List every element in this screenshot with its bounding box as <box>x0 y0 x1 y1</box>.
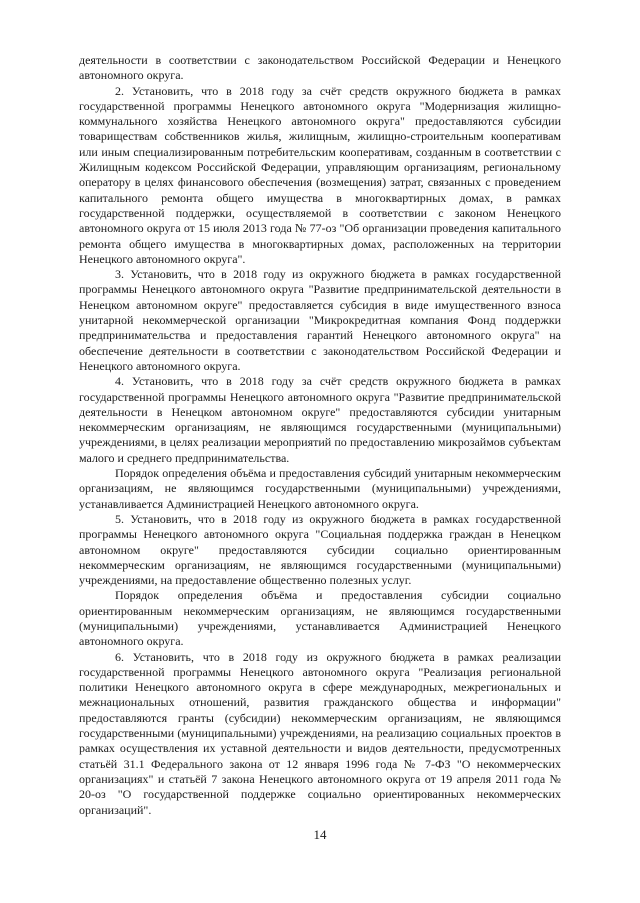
paragraph-item-4: 4. Установить, что в 2018 году за счёт средств окружного бюджета в рамках государственной программы Ненецкого автономного округа "Развитие предпринимательской деятельности в Ненецком автономном округе" предоставляются субсидии унитарным некоммерческим организациям, не являющимся государственными (муниципальными) учреждениями, в целях реализации мероприятий по предоставлению микрозаймов субъектам малого и среднего предпринимательства. <box>79 374 561 465</box>
paragraph-item-4-procedure: Порядок определения объёма и предоставления субсидий унитарным некоммерческим организациям, не являющимся государственными (муниципальными) учреждениями, устанавливается Администрацией Ненецкого автономного округа. <box>79 466 561 511</box>
document-body <box>79 53 561 818</box>
paragraph-item-5: 5. Установить, что в 2018 году из окружного бюджета в рамках государственной программы Ненецкого автономного округа "Социальная поддержка граждан в Ненецком автономном округе" предоставляются субсидии социально ориентированным некоммерческим организациям, не являющимся государственными (муниципальными) учреждениями, на предоставление общественно полезных услуг. <box>79 511 561 588</box>
paragraph-item-3: 3. Установить, что в 2018 году из окружного бюджета в рамках государственной программы Ненецкого автономного округа "Развитие предпринимательской деятельности в Ненецком автономном округе" предоставляется субсидия в виде имущественного взноса унитарной некоммерческой организации "Микрокредитная компания Фонд поддержки предпринимательства и предоставления гарантий Ненецкого автономного округа" на обеспечение деятельности в соответствии с законодательством Российской Федерации и Ненецкого автономного округа. <box>79 267 561 373</box>
paragraph-item-2: 2. Установить, что в 2018 году за счёт средств окружного бюджета в рамках государственной программы Ненецкого автономного округа "Модернизация жилищно-коммунального хозяйства Ненецкого автономного округа" предоставляются субсидии товариществам собственников жилья, жилищным, жилищно-строительным кооперативам или иным специализированным потребительским кооперативам, созданным в соответствии с Жилищным кодексом Российской Федерации, управляющим организациям, региональному оператору в целях финансового обеспечения (возмещения) затрат, связанных с проведением капитального ремонта общего имущества в многоквартирных домах, в рамках государственной поддержки, осуществляемой в соответствии с законом Ненецкого автономного округа от 15 июля 2013 года № 77-оз "Об организации проведения капитального ремонта общего имущества в многоквартирных домах, расположенных на территории Ненецкого автономного округа". <box>79 83 561 266</box>
paragraph-1-continuation: деятельности в соответствии с законодательством Российской Федерации и Ненецкого автономного округа. <box>79 53 561 83</box>
page-number: 14 <box>313 827 327 842</box>
paragraph-item-5-procedure: Порядок определения объёма и предоставления субсидии социально ориентированным некоммерческим организациям, не являющимся государственными (муниципальными) учреждениями, устанавливается Администрацией Ненецкого автономного округа. <box>79 588 561 649</box>
paragraph-item-6: 6. Установить, что в 2018 году из окружного бюджета в рамках реализации государственной программы Ненецкого автономного округа "Реализация региональной политики Ненецкого автономного округа в сфере международных, межрегиональных и межнациональных отношений, развития гражданского общества и информации" предоставляются гранты (субсидии) некоммерческим организациям, не являющимся государственными (муниципальными) учреждениями, на реализацию социальных проектов в рамках осуществления их уставной деятельности и видов деятельности, предусмотренных статьёй 31.1 Федерального закона от 12 января 1996 года № 7-ФЗ "О некоммерческих организациях" и статьёй 7 закона Ненецкого автономного округа от 19 апреля 2011 года № 20-оз "О государственной поддержке социально ориентированных некоммерческих организаций". <box>79 649 561 817</box>
